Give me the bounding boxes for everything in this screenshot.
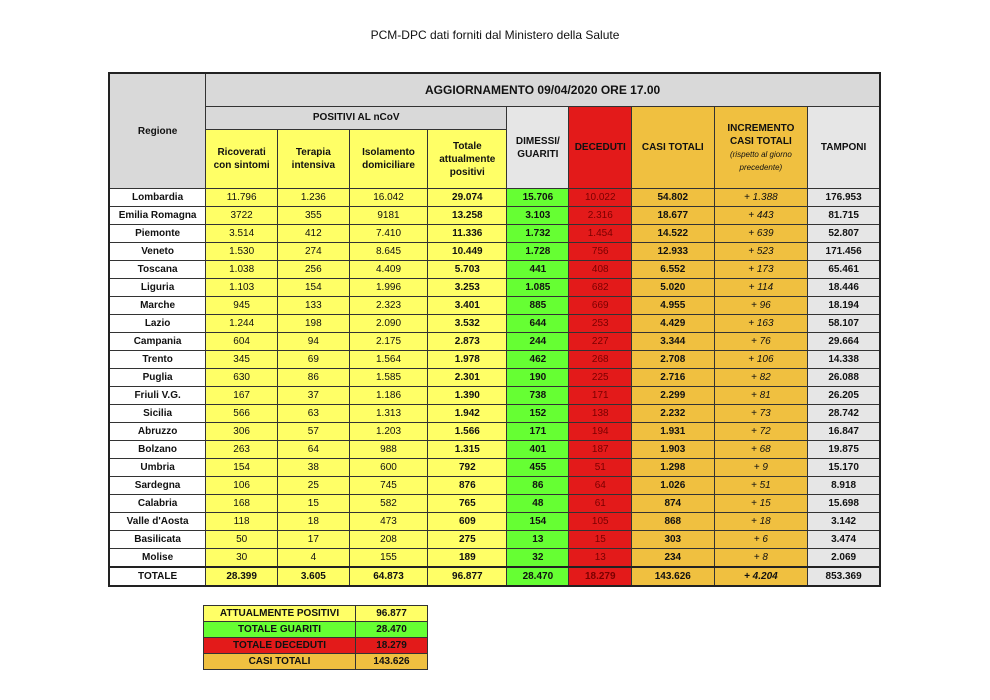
cell-regione: Piemonte [109,225,206,243]
cell-ricoverati: 630 [206,369,278,387]
cell-regione: Friuli V.G. [109,387,206,405]
summary-label: ATTUALMENTE POSITIVI [204,606,356,622]
cell-regione: Marche [109,297,206,315]
document-title: PCM-DPC dati forniti dal Ministero della Salute [370,28,620,42]
cell-totale: 3.253 [428,279,507,297]
cell-casi: 2.232 [632,405,714,423]
cell-incremento: + 96 [714,297,808,315]
table-row [109,405,880,423]
cell-ricoverati: 50 [206,531,278,549]
summary-row [204,606,428,622]
cell-tamponi: 176.953 [808,189,880,207]
cell-incremento: + 68 [714,441,808,459]
cell-dimessi: 1.732 [507,225,569,243]
summary-label: TOTALE GUARITI [204,622,356,638]
cell-dimessi: 441 [507,261,569,279]
cell-deceduti: 105 [569,513,632,531]
cell-dimessi: 13 [507,531,569,549]
summary-label: CASI TOTALI [204,654,356,670]
cell-deceduti: 171 [569,387,632,405]
positivi-header: POSITIVI AL nCoV [206,107,507,130]
table-row [109,513,880,531]
summary-body [204,606,428,670]
cell-deceduti: 18.279 [569,567,632,586]
cell-totale: 2.301 [428,369,507,387]
cell-isolamento: 4.409 [349,261,428,279]
cell-dimessi: 455 [507,459,569,477]
cell-terapia: 69 [278,351,350,369]
cell-terapia: 17 [278,531,350,549]
table-row [109,477,880,495]
summary-value: 18.279 [356,638,428,654]
cell-totale: 11.336 [428,225,507,243]
cell-tamponi: 16.847 [808,423,880,441]
cell-incremento: + 72 [714,423,808,441]
cell-dimessi: 3.103 [507,207,569,225]
cell-isolamento: 16.042 [349,189,428,207]
cell-isolamento: 8.645 [349,243,428,261]
cell-dimessi: 15.706 [507,189,569,207]
table-row [109,531,880,549]
cell-deceduti: 669 [569,297,632,315]
cell-ricoverati: 604 [206,333,278,351]
cell-regione: Trento [109,351,206,369]
cell-tamponi: 52.807 [808,225,880,243]
cell-regione: Sardegna [109,477,206,495]
cell-isolamento: 1.186 [349,387,428,405]
cell-terapia: 3.605 [278,567,350,586]
cell-ricoverati: 1.530 [206,243,278,261]
cell-ricoverati: 1.038 [206,261,278,279]
region-header: Regione [109,73,206,189]
cell-deceduti: 253 [569,315,632,333]
table-row [109,441,880,459]
cell-regione: Lombardia [109,189,206,207]
cell-dimessi: 28.470 [507,567,569,586]
cell-isolamento: 600 [349,459,428,477]
cell-tamponi: 3.142 [808,513,880,531]
summary-table [203,605,428,670]
summary-value: 143.626 [356,654,428,670]
cell-deceduti: 51 [569,459,632,477]
cell-terapia: 57 [278,423,350,441]
cell-deceduti: 225 [569,369,632,387]
cell-tamponi: 28.742 [808,405,880,423]
cell-ricoverati: 345 [206,351,278,369]
cell-tamponi: 19.875 [808,441,880,459]
table-row [109,369,880,387]
cell-dimessi: 154 [507,513,569,531]
cell-terapia: 86 [278,369,350,387]
cell-ricoverati: 167 [206,387,278,405]
cell-regione: Sicilia [109,405,206,423]
cell-dimessi: 32 [507,549,569,568]
cell-deceduti: 227 [569,333,632,351]
cell-totale: 13.258 [428,207,507,225]
cell-regione: Basilicata [109,531,206,549]
cell-totale: 609 [428,513,507,531]
cell-casi: 14.522 [632,225,714,243]
table-row [109,243,880,261]
cell-terapia: 274 [278,243,350,261]
cell-isolamento: 2.090 [349,315,428,333]
cell-isolamento: 208 [349,531,428,549]
cell-incremento: + 82 [714,369,808,387]
cell-casi: 234 [632,549,714,568]
cell-casi: 3.344 [632,333,714,351]
cell-casi: 6.552 [632,261,714,279]
cell-dimessi: 1.728 [507,243,569,261]
cell-incremento: + 106 [714,351,808,369]
table-body [109,189,880,587]
summary-row [204,622,428,638]
cell-incremento: + 173 [714,261,808,279]
cell-incremento: + 51 [714,477,808,495]
cell-tamponi: 171.456 [808,243,880,261]
cell-incremento: + 81 [714,387,808,405]
table-row [109,459,880,477]
cell-totale: 765 [428,495,507,513]
cell-isolamento: 582 [349,495,428,513]
cell-terapia: 133 [278,297,350,315]
incremento-note: (rispetto al giorno precedente) [729,149,792,172]
cell-isolamento: 1.564 [349,351,428,369]
cell-casi: 1.298 [632,459,714,477]
cell-deceduti: 138 [569,405,632,423]
table-row [109,189,880,207]
cell-totale: 1.390 [428,387,507,405]
cell-ricoverati: 945 [206,297,278,315]
cell-dimessi: 244 [507,333,569,351]
cell-regione: Calabria [109,495,206,513]
cell-regione: Liguria [109,279,206,297]
cell-regione: Campania [109,333,206,351]
cell-ricoverati: 1.244 [206,315,278,333]
cell-casi: 4.955 [632,297,714,315]
cell-ricoverati: 566 [206,405,278,423]
cell-ricoverati: 154 [206,459,278,477]
cell-deceduti: 1.454 [569,225,632,243]
cell-dimessi: 401 [507,441,569,459]
cell-regione: Umbria [109,459,206,477]
cell-tamponi: 14.338 [808,351,880,369]
table-row [109,423,880,441]
cell-isolamento: 2.323 [349,297,428,315]
cell-dimessi: 48 [507,495,569,513]
cell-totale: 1.566 [428,423,507,441]
isolamento-header: Isolamento domiciliare [349,130,428,189]
cell-tamponi: 8.918 [808,477,880,495]
cell-isolamento: 1.996 [349,279,428,297]
cell-terapia: 64 [278,441,350,459]
cell-tamponi: 15.698 [808,495,880,513]
incremento-title: INCREMENTO CASI TOTALI [727,122,795,147]
cell-incremento: + 9 [714,459,808,477]
cell-ricoverati: 30 [206,549,278,568]
update-header: AGGIORNAMENTO 09/04/2020 ORE 17.00 [206,73,880,107]
cell-incremento: + 639 [714,225,808,243]
cell-isolamento: 473 [349,513,428,531]
cell-totale: 792 [428,459,507,477]
cell-casi: 874 [632,495,714,513]
table-row [109,297,880,315]
cell-dimessi: 86 [507,477,569,495]
table-row [109,387,880,405]
cell-dimessi: 171 [507,423,569,441]
cell-totale: 29.074 [428,189,507,207]
cell-casi: 12.933 [632,243,714,261]
cell-tamponi: 853.369 [808,567,880,586]
cell-dimessi: 190 [507,369,569,387]
totale-positivi-header: Totale attualmente positivi [428,130,507,189]
cell-totale: 275 [428,531,507,549]
cell-incremento: + 76 [714,333,808,351]
cell-incremento: + 4.204 [714,567,808,586]
cell-totale: 5.703 [428,261,507,279]
cell-deceduti: 408 [569,261,632,279]
cell-ricoverati: 118 [206,513,278,531]
covid-regional-table [108,72,881,587]
tamponi-header: TAMPONI [808,107,880,189]
cell-terapia: 15 [278,495,350,513]
cell-terapia: 256 [278,261,350,279]
cell-isolamento: 7.410 [349,225,428,243]
cell-terapia: 63 [278,405,350,423]
dimessi-header: DIMESSI/ GUARITI [507,107,569,189]
cell-regione: Emilia Romagna [109,207,206,225]
cell-ricoverati: 1.103 [206,279,278,297]
cell-tamponi: 29.664 [808,333,880,351]
cell-isolamento: 155 [349,549,428,568]
cell-regione: Valle d'Aosta [109,513,206,531]
table-row [109,261,880,279]
cell-ricoverati: 106 [206,477,278,495]
cell-regione: Molise [109,549,206,568]
cell-totale: 96.877 [428,567,507,586]
cell-terapia: 94 [278,333,350,351]
cell-terapia: 38 [278,459,350,477]
cell-isolamento: 2.175 [349,333,428,351]
cell-incremento: + 443 [714,207,808,225]
cell-dimessi: 152 [507,405,569,423]
cell-totale: 1.315 [428,441,507,459]
cell-dimessi: 738 [507,387,569,405]
cell-deceduti: 64 [569,477,632,495]
cell-regione: Veneto [109,243,206,261]
cell-totale: 876 [428,477,507,495]
cell-casi: 303 [632,531,714,549]
cell-isolamento: 988 [349,441,428,459]
cell-deceduti: 187 [569,441,632,459]
cell-isolamento: 1.203 [349,423,428,441]
cell-regione: Puglia [109,369,206,387]
ricoverati-header: Ricoverati con sintomi [206,130,278,189]
incremento-header [714,107,808,189]
cell-tamponi: 26.205 [808,387,880,405]
summary-value: 96.877 [356,606,428,622]
cell-regione: TOTALE [109,567,206,586]
cell-dimessi: 462 [507,351,569,369]
cell-casi: 1.026 [632,477,714,495]
cell-dimessi: 1.085 [507,279,569,297]
cell-terapia: 198 [278,315,350,333]
cell-regione: Abruzzo [109,423,206,441]
cell-casi: 4.429 [632,315,714,333]
cell-regione: Lazio [109,315,206,333]
cell-deceduti: 61 [569,495,632,513]
cell-isolamento: 745 [349,477,428,495]
cell-tamponi: 18.194 [808,297,880,315]
cell-tamponi: 65.461 [808,261,880,279]
cell-isolamento: 9181 [349,207,428,225]
cell-casi: 1.903 [632,441,714,459]
summary-row [204,654,428,670]
cell-terapia: 4 [278,549,350,568]
cell-casi: 868 [632,513,714,531]
cell-ricoverati: 28.399 [206,567,278,586]
cell-terapia: 412 [278,225,350,243]
cell-casi: 1.931 [632,423,714,441]
summary-row [204,638,428,654]
cell-totale: 1.978 [428,351,507,369]
cell-totale: 3.532 [428,315,507,333]
cell-tamponi: 81.715 [808,207,880,225]
cell-incremento: + 1.388 [714,189,808,207]
cell-incremento: + 114 [714,279,808,297]
summary-label: TOTALE DECEDUTI [204,638,356,654]
cell-isolamento: 64.873 [349,567,428,586]
cell-casi: 2.708 [632,351,714,369]
cell-incremento: + 73 [714,405,808,423]
cell-deceduti: 2.316 [569,207,632,225]
cell-tamponi: 26.088 [808,369,880,387]
cell-terapia: 18 [278,513,350,531]
table-row [109,225,880,243]
cell-deceduti: 15 [569,531,632,549]
cell-totale: 1.942 [428,405,507,423]
cell-totale: 10.449 [428,243,507,261]
cell-casi: 2.716 [632,369,714,387]
cell-incremento: + 523 [714,243,808,261]
cell-totale: 2.873 [428,333,507,351]
cell-casi: 5.020 [632,279,714,297]
cell-incremento: + 8 [714,549,808,568]
cell-tamponi: 3.474 [808,531,880,549]
casi-totali-header: CASI TOTALI [632,107,714,189]
cell-regione: Bolzano [109,441,206,459]
cell-totale: 189 [428,549,507,568]
cell-isolamento: 1.313 [349,405,428,423]
table-row [109,495,880,513]
cell-incremento: + 163 [714,315,808,333]
deceduti-header: DECEDUTI [569,107,632,189]
cell-ricoverati: 306 [206,423,278,441]
cell-regione: Toscana [109,261,206,279]
table-row [109,549,880,568]
cell-dimessi: 644 [507,315,569,333]
cell-tamponi: 18.446 [808,279,880,297]
cell-casi: 54.802 [632,189,714,207]
cell-ricoverati: 11.796 [206,189,278,207]
cell-casi: 2.299 [632,387,714,405]
cell-terapia: 154 [278,279,350,297]
cell-tamponi: 58.107 [808,315,880,333]
table-row [109,279,880,297]
cell-tamponi: 15.170 [808,459,880,477]
cell-dimessi: 885 [507,297,569,315]
cell-casi: 143.626 [632,567,714,586]
cell-terapia: 37 [278,387,350,405]
cell-deceduti: 13 [569,549,632,568]
cell-deceduti: 194 [569,423,632,441]
total-row [109,567,880,586]
table-row [109,315,880,333]
cell-tamponi: 2.069 [808,549,880,568]
cell-ricoverati: 3.514 [206,225,278,243]
cell-incremento: + 15 [714,495,808,513]
cell-incremento: + 18 [714,513,808,531]
summary-value: 28.470 [356,622,428,638]
cell-deceduti: 10.022 [569,189,632,207]
cell-deceduti: 756 [569,243,632,261]
table-row [109,333,880,351]
cell-deceduti: 682 [569,279,632,297]
cell-isolamento: 1.585 [349,369,428,387]
cell-ricoverati: 168 [206,495,278,513]
terapia-header: Terapia intensiva [278,130,350,189]
cell-incremento: + 6 [714,531,808,549]
cell-ricoverati: 3722 [206,207,278,225]
cell-terapia: 355 [278,207,350,225]
cell-deceduti: 268 [569,351,632,369]
cell-terapia: 1.236 [278,189,350,207]
cell-ricoverati: 263 [206,441,278,459]
cell-terapia: 25 [278,477,350,495]
cell-totale: 3.401 [428,297,507,315]
table-row [109,207,880,225]
table-row [109,351,880,369]
cell-casi: 18.677 [632,207,714,225]
